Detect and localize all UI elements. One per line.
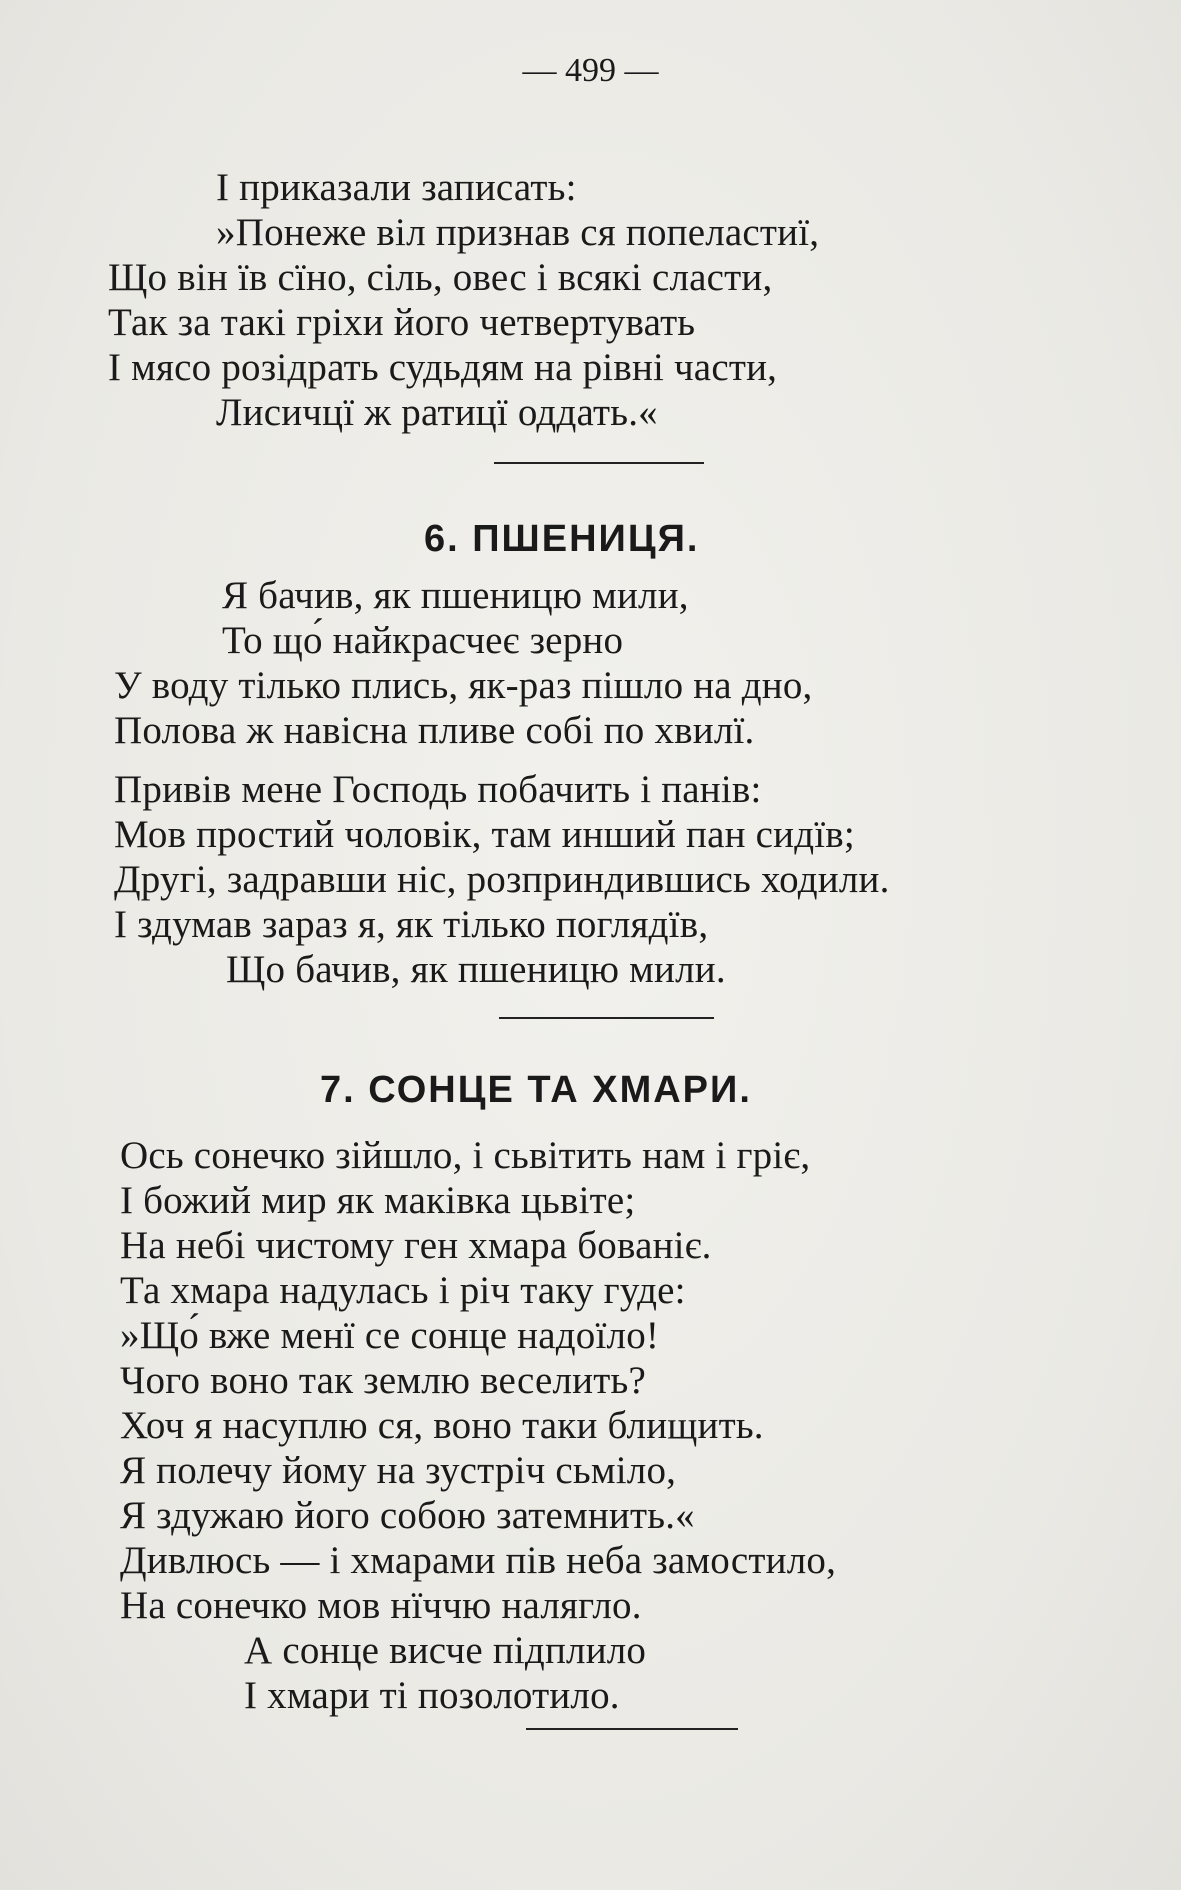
fable6-line: Другі, задравши ніс, розприндившись ходили. <box>114 858 890 901</box>
fable6-line: Привів мене Господь побачить і панів: <box>114 768 762 811</box>
fable6-title: 6. ПШЕНИЦЯ. <box>424 518 700 560</box>
intro-line: І мясо розідрать судьдям на рівні части, <box>108 346 778 389</box>
intro-line: Так за такі гріхи його четвертувать <box>108 301 696 344</box>
fable7-line: А сонце висче підплило <box>244 1629 647 1672</box>
fable6-line: Я бачив, як пшеницю мили, <box>222 574 689 617</box>
fable6-line: То що́ найкрасчеє зерно <box>222 619 624 662</box>
page-number: — 499 — <box>522 52 659 89</box>
fable7-title: 7. СОНЦЕ ТА ХМАРИ. <box>320 1069 752 1111</box>
fable6-line: Мов простий чоловік, там инший пан сидїв; <box>114 813 855 856</box>
fable7-line: Хоч я насуплю ся, воно таки блищить. <box>120 1404 764 1447</box>
fable7-line: Ось сонечко зійшло, і сьвітить нам і гріє, <box>120 1134 811 1177</box>
fable7-line: Та хмара надулась і річ таку гуде: <box>120 1269 686 1312</box>
fable6-line: І здумав зараз я, як тілько поглядїв, <box>114 903 709 946</box>
section-divider <box>499 1017 714 1019</box>
fable7-line: І божий мир як маківка цьвіте; <box>120 1179 636 1222</box>
fable6-line: Полова ж навісна пливе собі по хвилї. <box>114 709 755 752</box>
intro-line: Що він їв сїно, сіль, овес і всякі сласти, <box>108 256 773 299</box>
section-divider <box>526 1728 738 1730</box>
fable7-line: Я здужаю його собою затемнить.« <box>120 1494 695 1537</box>
fable7-line: На сонечко мов нїччю налягло. <box>120 1584 642 1627</box>
intro-line: Лисичцї ж ратицї оддать.« <box>216 391 658 434</box>
fable7-line: »Що́ вже менї се сонце надоїло! <box>120 1314 660 1357</box>
fable7-line: Чого воно так землю веселить? <box>120 1359 646 1402</box>
fable7-line: На небі чистому ген хмара бованіє. <box>120 1224 712 1267</box>
fable7-line: Я полечу йому на зустріч сьміло, <box>120 1449 677 1492</box>
intro-line: І приказали записать: <box>216 166 577 209</box>
intro-line: »Понеже віл признав ся попеластиї, <box>216 211 820 254</box>
fable6-line: У воду тілько плись, як-раз пішло на дно, <box>114 664 813 707</box>
fable6-line: Що бачив, як пшеницю мили. <box>226 948 726 991</box>
section-divider <box>494 462 704 464</box>
fable7-line: І хмари ті позолотило. <box>244 1674 620 1717</box>
fable7-line: Дивлюсь — і хмарами пів неба замостило, <box>120 1539 837 1582</box>
